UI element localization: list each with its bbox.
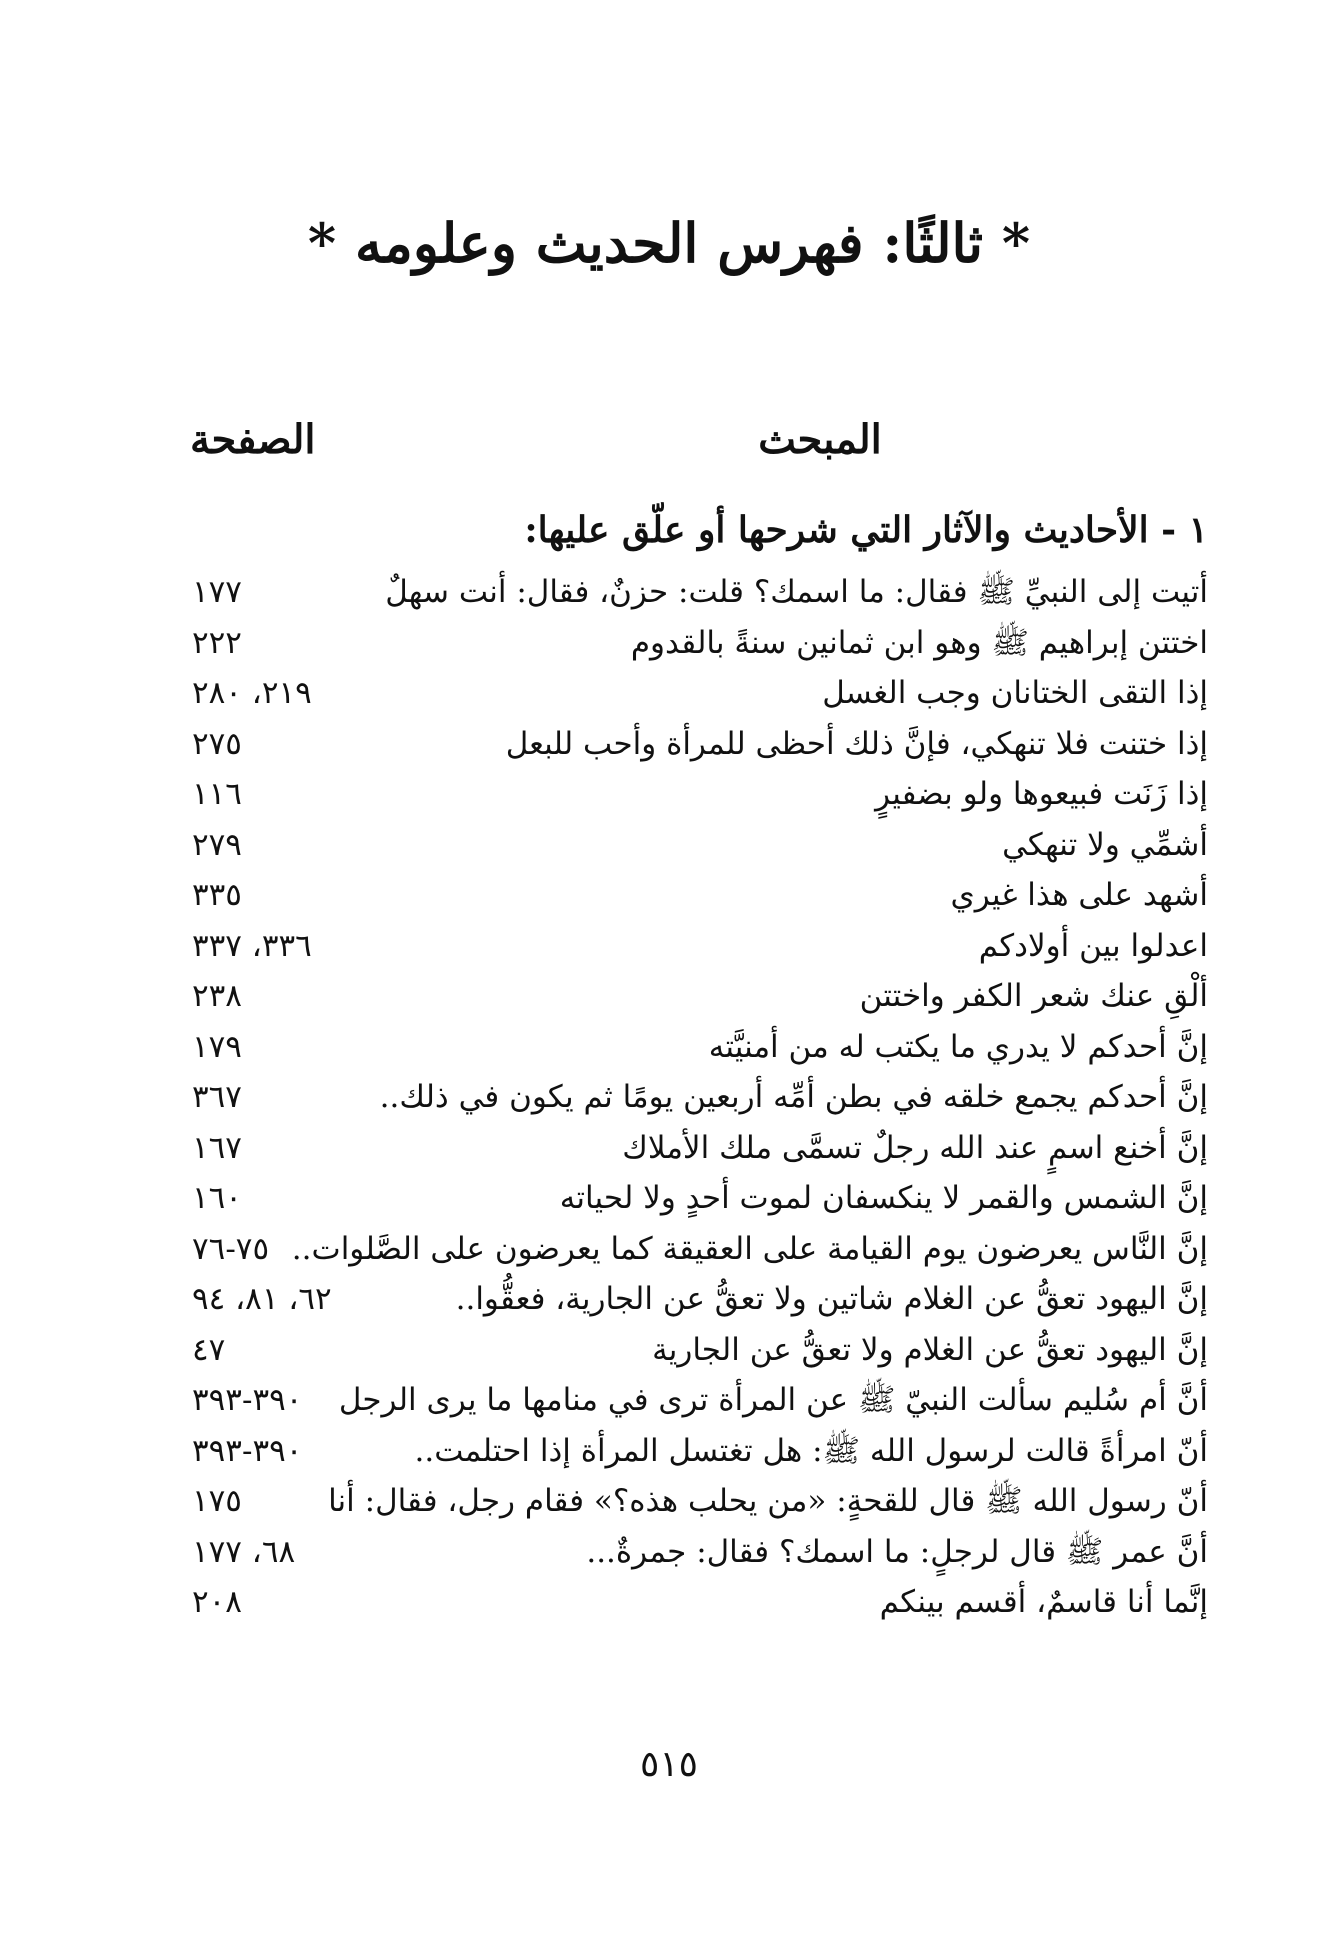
index-entries (0, 567, 1338, 1628)
index-entry (0, 668, 1338, 719)
entry-pages: ٢٧٥ (192, 725, 242, 762)
entry-pages: ١٦٧ (192, 1129, 242, 1166)
entry-pages: ٣٩٠-٣٩٣ (192, 1432, 303, 1469)
entry-pages: ٢٢٢ (192, 624, 242, 661)
entry-text: أنَّ عمر ﷺ قال لرجلٍ: ما اسمك؟ فقال: جمرةٌ... (586, 1533, 1208, 1570)
entry-text: إذا ختنت فلا تنهكي، فإنَّ ذلك أحظى للمرأة وأحب للبعل (505, 725, 1208, 762)
index-entry (0, 1173, 1338, 1224)
page-column-header: الصفحة (190, 416, 316, 463)
index-entry (0, 1123, 1338, 1174)
index-entry (0, 820, 1338, 871)
entry-pages: ٦٢، ٨١، ٩٤ (192, 1281, 332, 1317)
entry-text: إنَّ الشمس والقمر لا ينكسفان لموت أحدٍ ولا لحياته (559, 1180, 1208, 1216)
index-entry (0, 1527, 1338, 1578)
index-entry (0, 618, 1338, 669)
entry-text: أشمِّي ولا تنهكي (1002, 826, 1208, 863)
entry-text: أنّ رسول الله ﷺ قال للقحةٍ: «من يحلب هذه؟» فقام رجل، فقال: أنا (328, 1483, 1208, 1519)
entry-pages: ١١٦ (192, 776, 242, 812)
entry-pages: ١٧٧ (192, 574, 242, 610)
index-entry (0, 1224, 1338, 1275)
entry-pages: ٣٩٠-٣٩٣ (192, 1382, 303, 1418)
entry-pages: ٢٧٩ (192, 826, 242, 863)
index-entry (0, 1072, 1338, 1123)
index-entry (0, 719, 1338, 770)
entry-pages: ٣٣٦، ٣٣٧ (192, 927, 312, 964)
entry-text: أشهد على هذا غيري (950, 877, 1208, 913)
entry-pages: ٣٦٧ (192, 1079, 242, 1115)
index-entry (0, 1375, 1338, 1426)
entry-pages: ٣٣٥ (192, 877, 242, 913)
entry-text: اعدلوا بين أولادكم (978, 927, 1208, 964)
entry-text: اختتن إبراهيم ﷺ وهو ابن ثمانين سنةً بالقدوم (630, 624, 1208, 661)
index-entry (0, 971, 1338, 1022)
entry-text: إنَّ اليهود تعقُّ عن الغلام ولا تعقُّ عن الجارية (652, 1331, 1208, 1368)
index-entry (0, 1476, 1338, 1527)
entry-text: إذا زَنَت فبيعوها ولو بضفيرٍ (875, 776, 1208, 812)
entry-text: ألْقِ عنك شعر الكفر واختتن (859, 978, 1208, 1014)
index-entry (0, 567, 1338, 618)
entry-pages: ٢١٩، ٢٨٠ (192, 675, 312, 711)
entry-pages: ٧٥-٧٦ (192, 1230, 270, 1267)
entry-text: إنَّ أحدكم لا يدري ما يكتب له من أمنيَّته (708, 1028, 1208, 1065)
entry-pages: ١٧٩ (192, 1028, 242, 1065)
entry-text: إنَّ النَّاس يعرضون يوم القيامة على العقيقة كما يعرضون على الصَّلوات.. (291, 1230, 1208, 1267)
index-entry (0, 1577, 1338, 1628)
entry-text: إنَّما أنا قاسمٌ، أقسم بينكم (879, 1584, 1208, 1620)
index-entry (0, 870, 1338, 921)
index-entry (0, 1325, 1338, 1376)
index-title: * ثالثًا: فهرس الحديث وعلومه * (307, 211, 1031, 275)
entry-text: إنَّ أحدكم يجمع خلقه في بطن أمِّه أربعين يومًا ثم يكون في ذلك.. (379, 1079, 1208, 1115)
section-heading: ١ - الأحاديث والآثار التي شرحها أو علّق عليها: (524, 509, 1208, 551)
entry-text: إذا التقى الختانان وجب الغسل (822, 675, 1208, 711)
entry-pages: ٤٧ (192, 1331, 226, 1368)
entry-text: أنّ امرأةً قالت لرسول الله ﷺ: هل تغتسل المرأة إذا احتلمت.. (414, 1432, 1208, 1469)
index-entry (0, 769, 1338, 820)
entry-pages: ٢٠٨ (192, 1584, 242, 1620)
entry-pages: ٢٣٨ (192, 978, 242, 1014)
page-number: ٥١٥ (639, 1744, 698, 1785)
entry-text: إنَّ اليهود تعقُّ عن الغلام شاتين ولا تعقُّ عن الجارية، فعقُّوا.. (455, 1281, 1208, 1317)
index-entry (0, 1022, 1338, 1073)
entry-pages: ١٧٥ (192, 1483, 242, 1519)
topic-column-header: المبحث (758, 416, 882, 463)
entry-text: أنَّ أم سُليم سألت النبيّ ﷺ عن المرأة ترى في منامها ما يرى الرجل (338, 1382, 1208, 1418)
entry-pages: ١٦٠ (192, 1180, 242, 1216)
entry-text: أتيت إلى النبيِّ ﷺ فقال: ما اسمك؟ قلت: حزنٌ، فقال: أنت سهلٌ (385, 574, 1208, 610)
index-entry (0, 921, 1338, 972)
entry-text: إنَّ أخنع اسمٍ عند الله رجلٌ تسمَّى ملك الأملاك (622, 1129, 1208, 1166)
entry-pages: ٦٨، ١٧٧ (192, 1533, 296, 1570)
index-entry (0, 1426, 1338, 1477)
index-entry (0, 1274, 1338, 1325)
